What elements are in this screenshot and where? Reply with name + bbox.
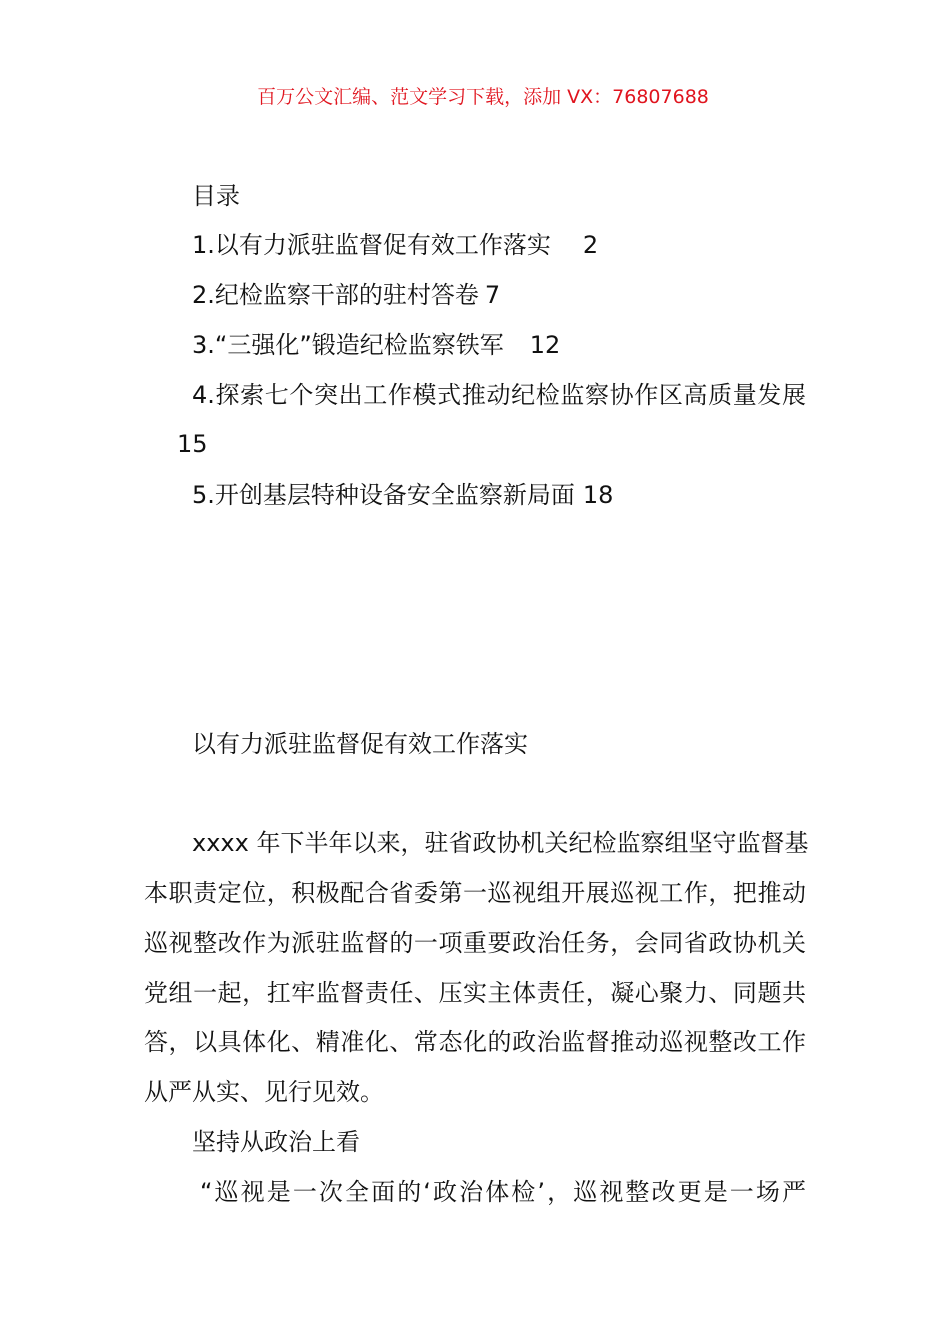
subheading: 坚持从政治上看 bbox=[192, 1128, 360, 1156]
toc-item-label: 4.探索七个突出工作模式推动纪检监察协作区高质量发展 bbox=[192, 381, 806, 409]
toc-title: 目录 bbox=[192, 182, 240, 210]
article-title: 以有力派驻监督促有效工作落实 bbox=[192, 730, 528, 758]
toc-item-page: 18 bbox=[582, 481, 614, 509]
toc-item[interactable] bbox=[192, 380, 806, 410]
watermark-header: 百万公文汇编、范文学习下载，添加 VX：76807688 bbox=[257, 86, 709, 108]
paragraph-line: 从严从实、见行见效。 bbox=[144, 1078, 384, 1106]
paragraph-line: 本职责定位，积极配合省委第一巡视组开展巡视工作，把推动 bbox=[144, 879, 806, 907]
toc-item-page: 15 bbox=[177, 430, 208, 458]
toc-item-page: 12 bbox=[529, 331, 561, 359]
quote-line: “巡视是一次全面的‘政治体检’，巡视整改更是一场严 bbox=[200, 1178, 806, 1206]
paragraph-line: 党组一起，扛牢监督责任、压实主体责任，凝心聚力、同题共 bbox=[144, 979, 806, 1007]
toc-item-label: 3.“三强化”锻造纪检监察铁军 bbox=[192, 331, 504, 359]
toc-item-label: 5.开创基层特种设备安全监察新局面 bbox=[192, 481, 575, 509]
paragraph-line: 巡视整改作为派驻监督的一项重要政治任务，会同省政协机关 bbox=[144, 929, 806, 957]
toc-item-page: 2 bbox=[582, 231, 599, 259]
toc-item-label: 1.以有力派驻监督促有效工作落实 bbox=[192, 231, 551, 259]
toc-item-page: 7 bbox=[484, 281, 501, 309]
toc-item[interactable] bbox=[192, 280, 500, 310]
toc-item-label: 2.纪检监察干部的驻村答卷 bbox=[192, 281, 479, 309]
toc-item[interactable] bbox=[192, 480, 613, 510]
paragraph-line: 答，以具体化、精准化、常态化的政治监督推动巡视整改工作 bbox=[144, 1028, 806, 1056]
paragraph-line: xxxx 年下半年以来，驻省政协机关纪检监察组坚守监督基 bbox=[192, 829, 809, 857]
toc-item[interactable] bbox=[192, 330, 560, 360]
toc-item[interactable] bbox=[192, 230, 598, 260]
